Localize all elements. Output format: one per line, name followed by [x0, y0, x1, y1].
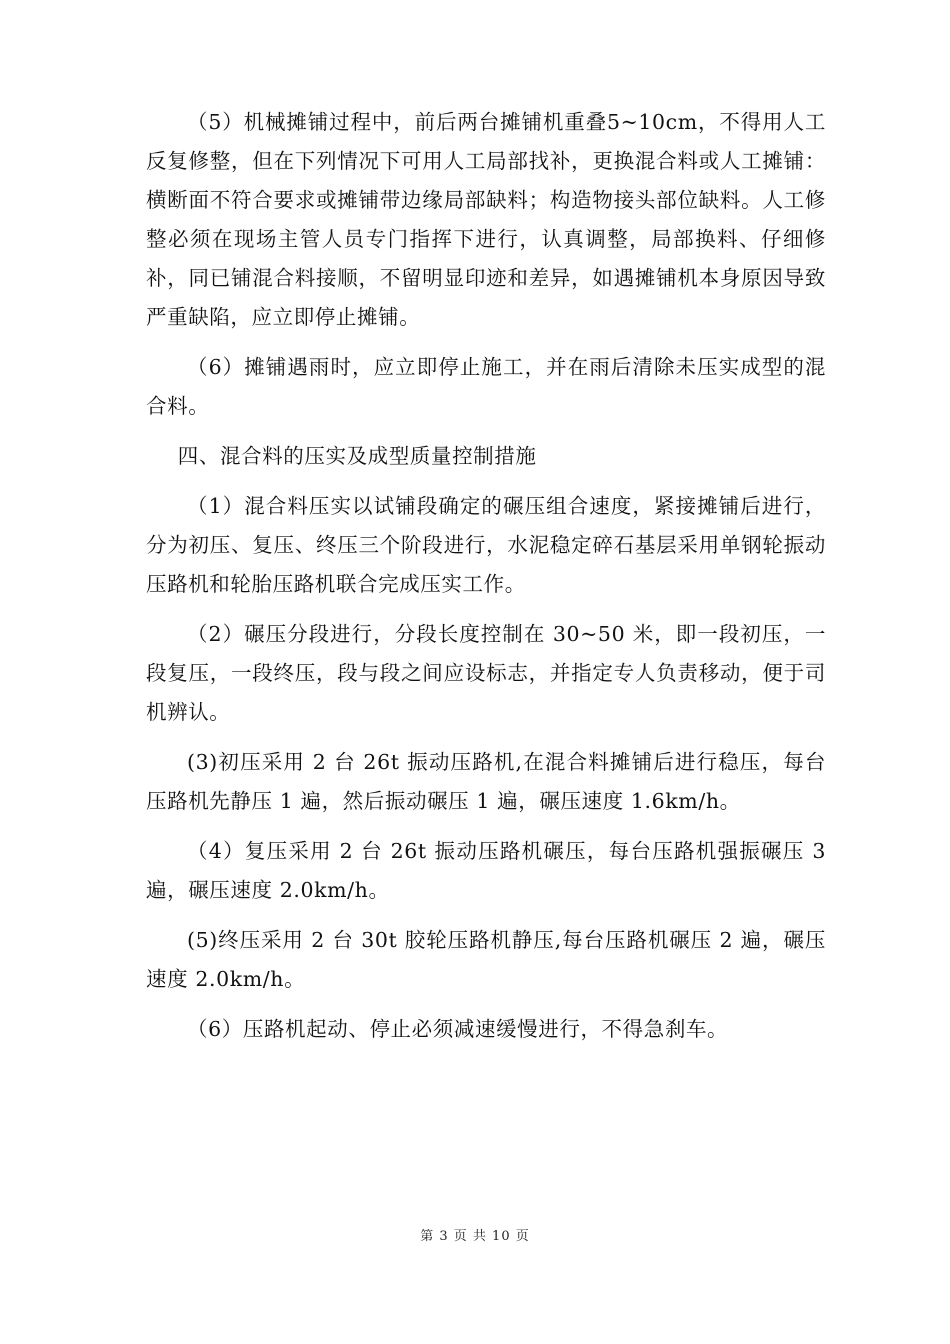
- page-number-footer: 第 3 页 共 10 页: [420, 1229, 530, 1244]
- paragraph-compaction-item-2: （2）碾压分段进行，分段长度控制在 30~50 米，即一段初压，一段复压，一段终压，段与段之间应设标志，并指定专人负责移动，便于司机辨认。: [146, 622, 826, 724]
- paragraph-compaction-item-1: （1）混合料压实以试铺段确定的碾压组合速度，紧接摊铺后进行，分为初压、复压、终压三个阶段进行，水泥稳定碎石基层采用单钢轮振动压路机和轮胎压路机联合完成压实工作。: [146, 494, 826, 596]
- paragraph-compaction-item-6: （6）压路机起动、停止必须减速缓慢进行，不得急刹车。: [187, 1017, 729, 1041]
- paragraph-paving-item-6: （6）摊铺遇雨时，应立即停止施工，并在雨后清除未压实成型的混合料。: [146, 355, 826, 418]
- section-heading-compaction: 四、混合料的压实及成型质量控制措施: [177, 444, 537, 468]
- paragraph-paving-item-5: （5）机械摊铺过程中，前后两台摊铺机重叠5~10cm，不得用人工反复修整，但在下列情况下可用人工局部找补，更换混合料或人工摊铺：横断面不符合要求或摊铺带边缘局部缺料；构造物接头部位缺料。人工修整必须在现场主管人员专门指挥下进行，认真调整，局部换料、仔细修补，同已铺混合料接顺，不留明显印迹和差异，如遇摊铺机本身原因导致严重缺陷，应立即停止摊铺。: [146, 110, 826, 329]
- paragraph-compaction-item-5: (5)终压采用 2 台 30t 胶轮压路机静压,每台压路机碾压 2 遍，碾压速度 2.0km/h。: [146, 928, 826, 991]
- document-body: [146, 103, 826, 1060]
- paragraph-compaction-item-4: （4）复压采用 2 台 26t 振动压路机碾压，每台压路机强振碾压 3 遍，碾压速度 2.0km/h。: [146, 839, 826, 902]
- paragraph-compaction-item-3: (3)初压采用 2 台 26t 振动压路机,在混合料摊铺后进行稳压，每台压路机先静压 1 遍，然后振动碾压 1 遍，碾压速度 1.6km/h。: [146, 750, 826, 813]
